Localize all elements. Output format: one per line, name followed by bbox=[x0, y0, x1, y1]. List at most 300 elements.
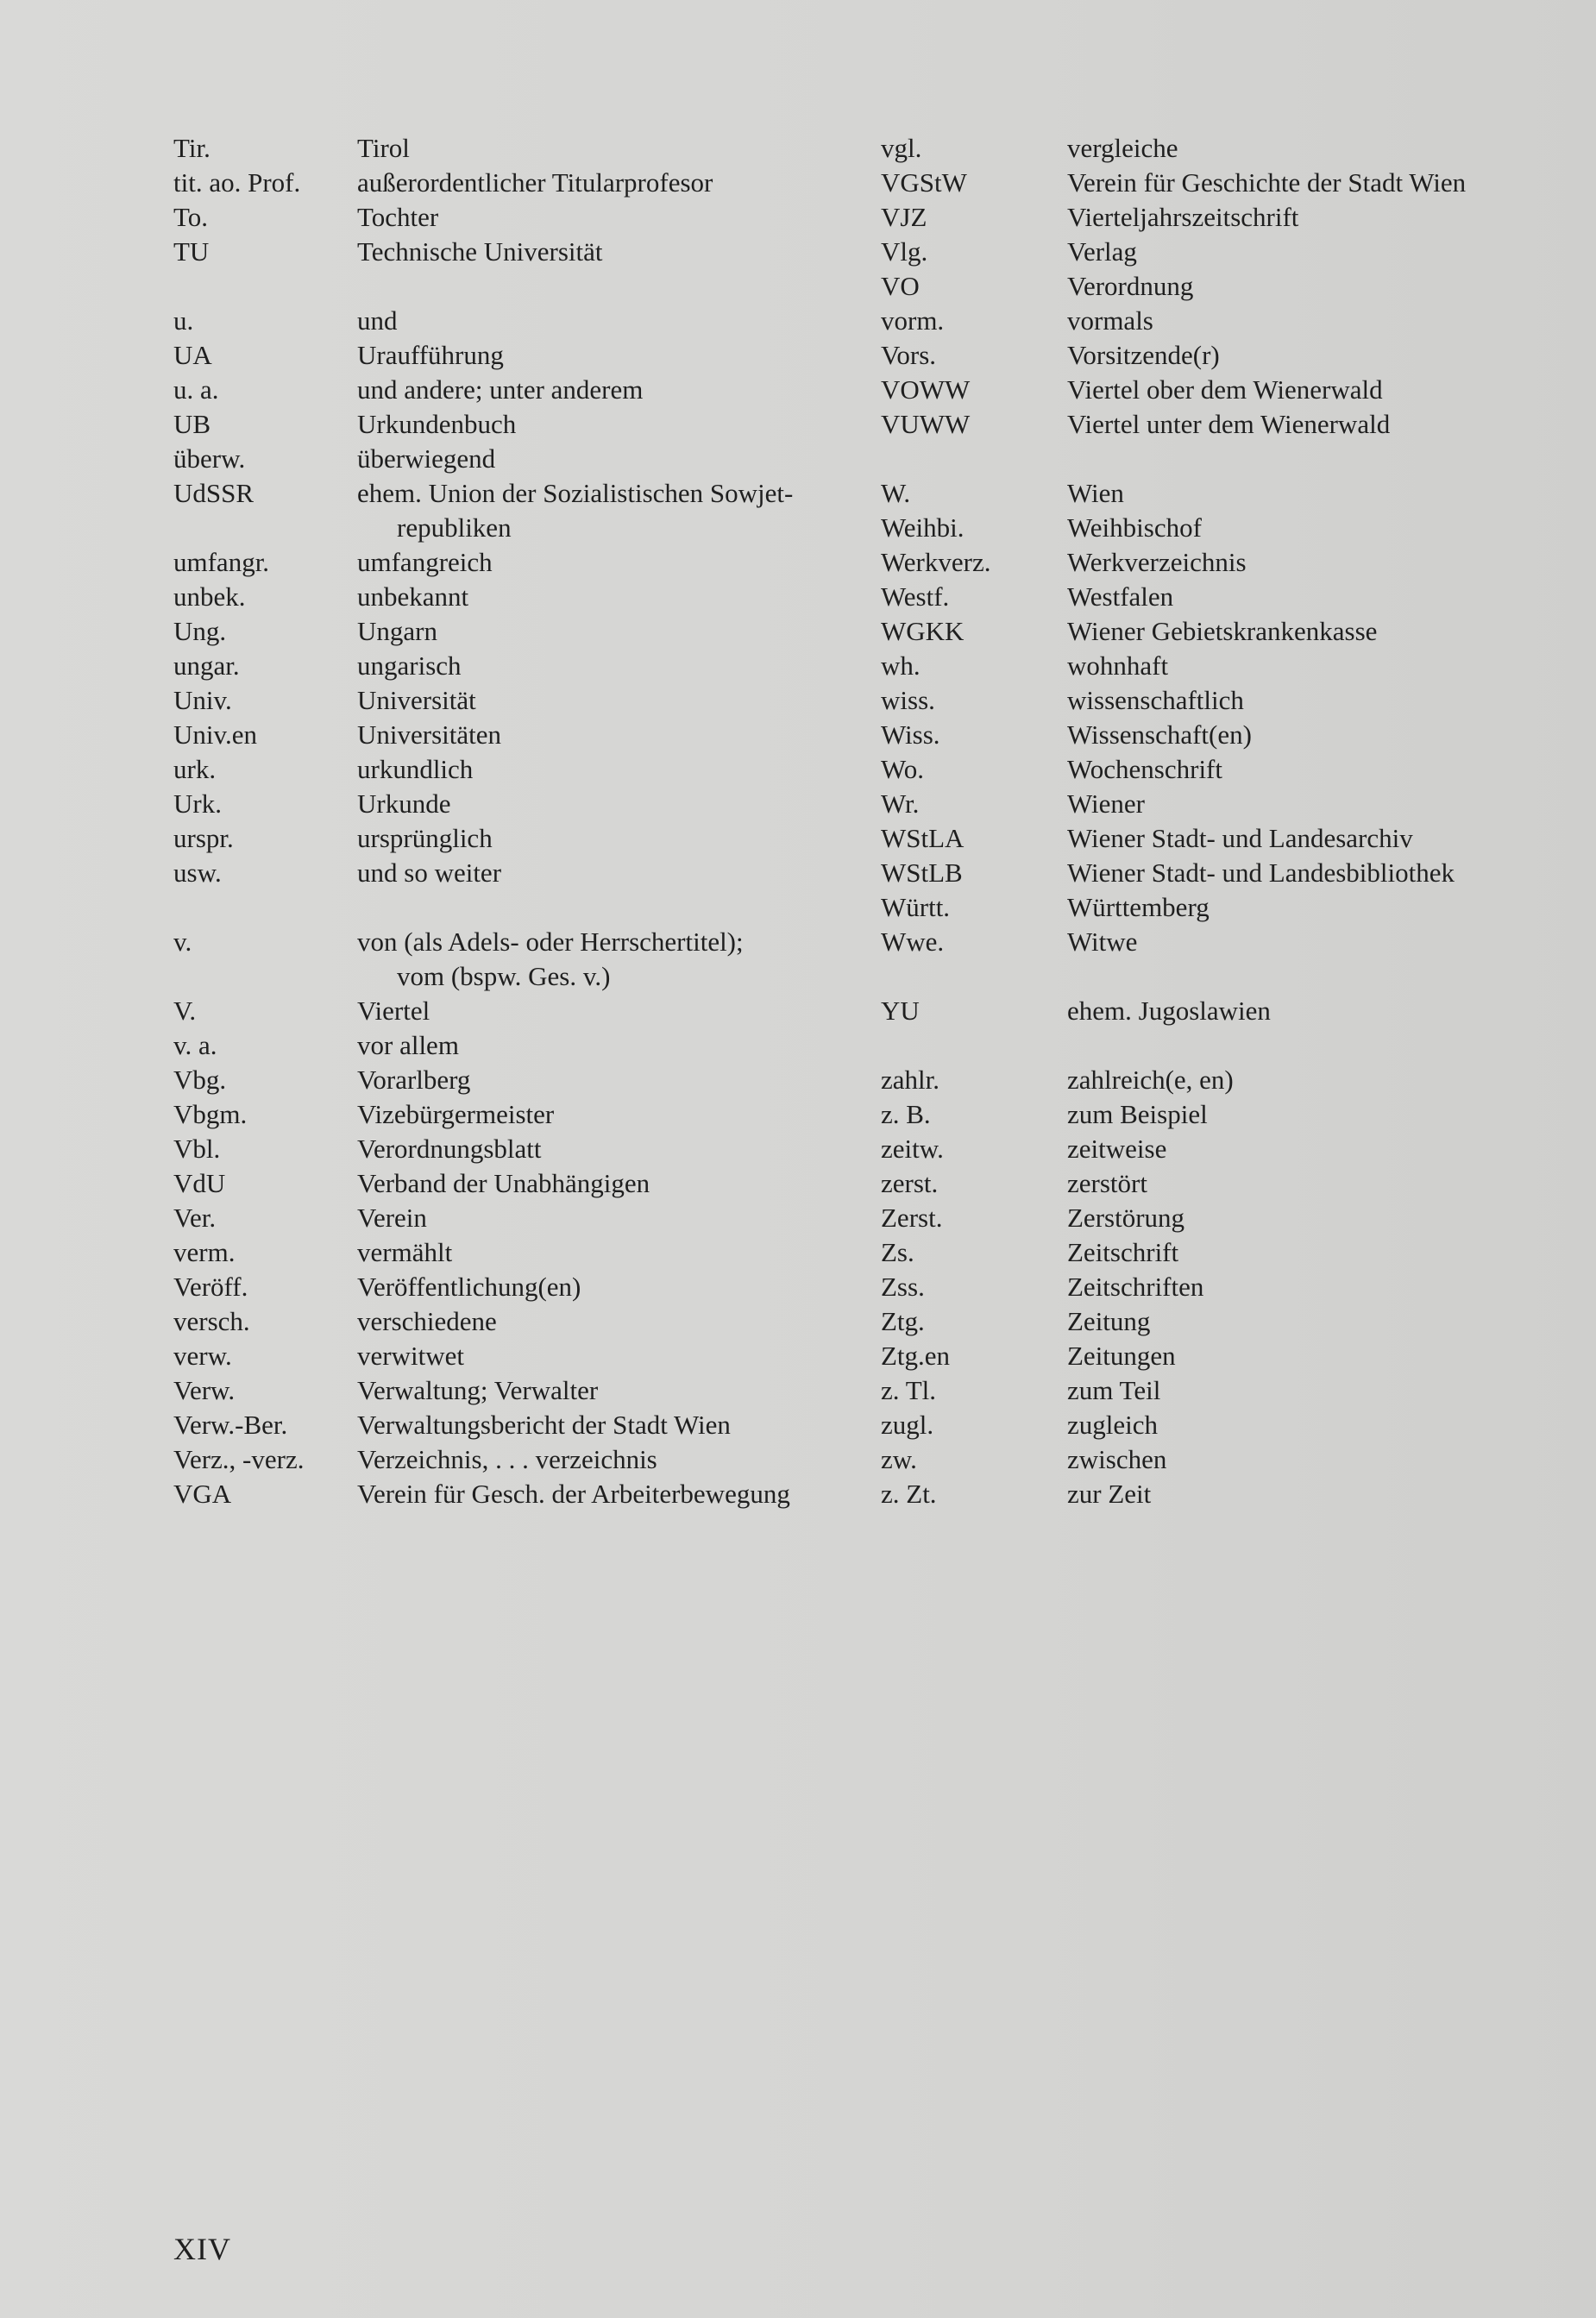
definition-line: Viertel bbox=[357, 996, 430, 1026]
abbreviation-entry bbox=[173, 752, 840, 787]
abbreviation-entry bbox=[881, 1201, 1466, 1235]
definition-line: vergleiche bbox=[1067, 133, 1178, 163]
definition-line: Witwe bbox=[1067, 927, 1138, 957]
abbreviation-definition bbox=[1067, 787, 1145, 821]
abbreviation-term: u. bbox=[173, 305, 194, 336]
abbreviation-entry bbox=[173, 821, 840, 856]
abbreviation-definition bbox=[357, 166, 840, 200]
abbreviation-term: zw. bbox=[881, 1444, 917, 1474]
abbreviation-entry bbox=[881, 235, 1466, 269]
definition-line: Universitäten bbox=[357, 719, 502, 750]
abbreviation-definition bbox=[357, 718, 840, 752]
abbreviation-entry bbox=[173, 1132, 840, 1166]
definition-line: Verein für Geschichte der Stadt Wien bbox=[1067, 167, 1467, 198]
definition-line: Verordnung bbox=[1067, 271, 1194, 301]
abbreviation-term: VJZ bbox=[881, 202, 927, 232]
abbreviation-definition bbox=[357, 338, 840, 373]
abbreviation-term: umfangr. bbox=[173, 547, 270, 577]
abbreviation-entry bbox=[173, 614, 840, 649]
abbreviation-term: Wiss. bbox=[881, 719, 940, 750]
abbreviation-definition bbox=[357, 925, 840, 994]
abbreviation-definition bbox=[1067, 890, 1210, 925]
abbreviation-definition bbox=[357, 752, 840, 787]
abbreviation-term: VUWW bbox=[881, 409, 971, 439]
abbreviation-entry bbox=[173, 235, 840, 269]
abbreviation-entry bbox=[881, 821, 1466, 856]
abbreviation-entry bbox=[173, 1201, 840, 1235]
abbreviation-entry bbox=[881, 1442, 1466, 1477]
abbreviation-term: z. B. bbox=[881, 1099, 931, 1129]
abbreviation-term: Verw.-Ber. bbox=[173, 1410, 288, 1440]
abbreviation-entry bbox=[173, 1408, 840, 1442]
abbreviation-definition bbox=[357, 407, 840, 442]
abbreviation-entry bbox=[881, 649, 1466, 683]
abbreviation-definition bbox=[1067, 1477, 1151, 1511]
definition-line: verschiedene bbox=[357, 1306, 497, 1336]
abbreviation-term: u. a. bbox=[173, 374, 219, 405]
abbreviation-definition bbox=[357, 1373, 840, 1408]
abbreviation-entry bbox=[881, 1304, 1466, 1339]
definition-line: Technische Universität bbox=[357, 236, 603, 267]
abbreviation-definition bbox=[1067, 545, 1247, 580]
definition-line: Verzeichnis, . . . verzeichnis bbox=[357, 1444, 657, 1474]
definition-line: Verlag bbox=[1067, 236, 1137, 267]
abbreviation-term: WStLA bbox=[881, 823, 965, 853]
abbreviation-definition bbox=[357, 131, 840, 166]
abbreviation-definition bbox=[1067, 1063, 1234, 1097]
abbreviation-entry bbox=[881, 1373, 1466, 1408]
abbreviation-entry bbox=[881, 1339, 1466, 1373]
abbreviation-entry bbox=[173, 1339, 840, 1373]
abbreviation-term: verm. bbox=[173, 1237, 236, 1267]
abbreviation-entry bbox=[173, 373, 840, 407]
definition-line: Wien bbox=[1067, 478, 1124, 508]
abbreviation-term: unbek. bbox=[173, 581, 246, 612]
abbreviation-entry bbox=[173, 1270, 840, 1304]
abbreviation-term: Wr. bbox=[881, 788, 920, 819]
definition-line: ehem. Union der Sozialistischen Sowjet- bbox=[357, 478, 794, 508]
definition-line: ungarisch bbox=[357, 650, 462, 681]
abbreviation-term: Zs. bbox=[881, 1237, 914, 1267]
abbreviation-term: W. bbox=[881, 478, 911, 508]
abbreviation-entry bbox=[881, 614, 1466, 649]
definition-line: ehem. Jugoslawien bbox=[1067, 996, 1271, 1026]
abbreviation-definition bbox=[1067, 1201, 1184, 1235]
definition-line: Uraufführung bbox=[357, 340, 504, 370]
section-gap bbox=[881, 959, 1466, 994]
abbreviation-entry bbox=[173, 338, 840, 373]
definition-line: und bbox=[357, 305, 398, 336]
definition-line: Württemberg bbox=[1067, 892, 1210, 922]
abbreviation-definition bbox=[357, 1132, 840, 1166]
abbreviation-term: Zerst. bbox=[881, 1203, 943, 1233]
abbreviation-entry bbox=[881, 856, 1466, 890]
abbreviation-entry bbox=[173, 407, 840, 442]
abbreviation-term: vorm. bbox=[881, 305, 945, 336]
abbreviation-column-left bbox=[173, 131, 840, 1511]
abbreviation-term: v. bbox=[173, 927, 192, 957]
abbreviation-entry bbox=[881, 545, 1466, 580]
abbreviation-definition bbox=[357, 1063, 840, 1097]
abbreviation-term: VOWW bbox=[881, 374, 971, 405]
definition-line: Vorsitzende(r) bbox=[1067, 340, 1220, 370]
section-gap bbox=[173, 269, 840, 304]
definition-line: Zeitschrift bbox=[1067, 1237, 1179, 1267]
abbreviation-definition bbox=[1067, 304, 1153, 338]
abbreviation-term: VO bbox=[881, 271, 920, 301]
abbreviation-term: WGKK bbox=[881, 616, 965, 646]
abbreviation-definition bbox=[1067, 994, 1271, 1028]
abbreviation-entry bbox=[881, 476, 1466, 511]
abbreviation-term: versch. bbox=[173, 1306, 250, 1336]
abbreviation-term: YU bbox=[881, 996, 920, 1026]
definition-line: Veröffentlichung(en) bbox=[357, 1272, 581, 1302]
definition-line: vormals bbox=[1067, 305, 1153, 336]
definition-line: Zeitung bbox=[1067, 1306, 1151, 1336]
abbreviation-column-right bbox=[881, 131, 1466, 1511]
abbreviation-definition bbox=[1067, 476, 1124, 511]
definition-line: Urkunde bbox=[357, 788, 451, 819]
abbreviation-term: überw. bbox=[173, 443, 246, 474]
abbreviation-entry bbox=[881, 511, 1466, 545]
definition-line: urkundlich bbox=[357, 754, 474, 784]
abbreviation-entry bbox=[881, 787, 1466, 821]
abbreviation-entry bbox=[173, 1442, 840, 1477]
abbreviation-definition bbox=[357, 1097, 840, 1132]
definition-line: Zerstörung bbox=[1067, 1203, 1185, 1233]
abbreviation-definition bbox=[1067, 614, 1377, 649]
abbreviation-definition bbox=[1067, 200, 1298, 235]
abbreviation-term: wiss. bbox=[881, 685, 935, 715]
abbreviation-definition bbox=[1067, 1442, 1166, 1477]
abbreviation-term: v. a. bbox=[173, 1030, 217, 1060]
section-gap bbox=[881, 442, 1466, 476]
abbreviation-definition bbox=[357, 614, 840, 649]
abbreviation-term: Vlg. bbox=[881, 236, 928, 267]
abbreviation-term: Weihbi. bbox=[881, 512, 965, 543]
abbreviation-entry bbox=[173, 1235, 840, 1270]
abbreviation-definition bbox=[1067, 1166, 1147, 1201]
abbreviation-term: z. Zt. bbox=[881, 1479, 937, 1509]
abbreviation-entry bbox=[173, 131, 840, 166]
abbreviation-definition bbox=[357, 683, 840, 718]
abbreviation-term: Vors. bbox=[881, 340, 937, 370]
abbreviation-term: Württ. bbox=[881, 892, 951, 922]
abbreviation-term: V. bbox=[173, 996, 197, 1026]
definition-line: Wiener Stadt- und Landesarchiv bbox=[1067, 823, 1413, 853]
abbreviation-term: To. bbox=[173, 202, 209, 232]
abbreviation-definition bbox=[1067, 718, 1252, 752]
definition-line: und so weiter bbox=[357, 857, 502, 888]
abbreviation-definition bbox=[1067, 1132, 1166, 1166]
abbreviation-definition bbox=[1067, 269, 1193, 304]
abbreviation-entry bbox=[881, 1063, 1466, 1097]
abbreviation-entry bbox=[173, 683, 840, 718]
abbreviation-entry bbox=[173, 1097, 840, 1132]
abbreviation-term: Ung. bbox=[173, 616, 227, 646]
abbreviation-term: Wwe. bbox=[881, 927, 945, 957]
abbreviation-definition bbox=[357, 580, 840, 614]
abbreviation-term: vgl. bbox=[881, 133, 922, 163]
abbreviation-entry bbox=[173, 787, 840, 821]
abbreviation-term: VdU bbox=[173, 1168, 226, 1198]
abbreviation-definition bbox=[1067, 683, 1244, 718]
abbreviation-definition bbox=[1067, 373, 1383, 407]
abbreviation-definition bbox=[1067, 1097, 1208, 1132]
definition-line: zeitweise bbox=[1067, 1134, 1167, 1164]
abbreviation-definition bbox=[357, 994, 840, 1028]
abbreviation-entry bbox=[881, 269, 1466, 304]
abbreviation-entry bbox=[173, 856, 840, 890]
definition-line: wohnhaft bbox=[1067, 650, 1169, 681]
definition-line: wissenschaftlich bbox=[1067, 685, 1244, 715]
definition-line: Westfalen bbox=[1067, 581, 1174, 612]
abbreviation-term: Vbl. bbox=[173, 1134, 221, 1164]
definition-line: zwischen bbox=[1067, 1444, 1167, 1474]
abbreviation-term: urk. bbox=[173, 754, 217, 784]
abbreviation-term: urspr. bbox=[173, 823, 234, 853]
abbreviation-definition bbox=[1067, 856, 1455, 890]
definition-line: ursprünglich bbox=[357, 823, 493, 853]
abbreviation-term: Ztg.en bbox=[881, 1341, 951, 1371]
definition-line: zur Zeit bbox=[1067, 1479, 1152, 1509]
abbreviation-definition bbox=[357, 856, 840, 890]
abbreviation-term: zerst. bbox=[881, 1168, 939, 1198]
abbreviation-entry bbox=[173, 545, 840, 580]
abbreviation-entry bbox=[881, 407, 1466, 442]
abbreviation-definition bbox=[357, 821, 840, 856]
definition-line: vermählt bbox=[357, 1237, 453, 1267]
definition-line: zahlreich(e, en) bbox=[1067, 1065, 1234, 1095]
abbreviation-entry bbox=[881, 925, 1466, 959]
abbreviation-term: Vbg. bbox=[173, 1065, 227, 1095]
abbreviation-term: UB bbox=[173, 409, 211, 439]
abbreviation-definition bbox=[1067, 821, 1413, 856]
abbreviation-definition bbox=[357, 649, 840, 683]
abbreviation-term: Verz., -verz. bbox=[173, 1444, 305, 1474]
abbreviation-term: UdSSR bbox=[173, 478, 254, 508]
abbreviation-definition bbox=[357, 1166, 840, 1201]
definition-line: Tirol bbox=[357, 133, 410, 163]
definition-line: Vorarlberg bbox=[357, 1065, 471, 1095]
abbreviation-term: Tir. bbox=[173, 133, 210, 163]
definition-line: Verein bbox=[357, 1203, 427, 1233]
abbreviation-definition bbox=[357, 200, 840, 235]
abbreviation-term: Univ. bbox=[173, 685, 232, 715]
abbreviation-entry bbox=[881, 1408, 1466, 1442]
abbreviation-definition bbox=[1067, 580, 1173, 614]
page-number: XIV bbox=[173, 2232, 231, 2266]
abbreviation-definition bbox=[1067, 649, 1168, 683]
abbreviation-entry bbox=[173, 718, 840, 752]
abbreviation-definition bbox=[1067, 166, 1466, 200]
abbreviation-definition bbox=[357, 787, 840, 821]
definition-line: Weihbischof bbox=[1067, 512, 1202, 543]
abbreviation-entry bbox=[173, 166, 840, 200]
definition-line: zugleich bbox=[1067, 1410, 1159, 1440]
definition-line: Wochenschrift bbox=[1067, 754, 1222, 784]
abbreviation-definition bbox=[357, 1304, 840, 1339]
abbreviation-term: ungar. bbox=[173, 650, 240, 681]
definition-line: verwitwet bbox=[357, 1341, 464, 1371]
abbreviation-entry bbox=[881, 1166, 1466, 1201]
abbreviation-definition bbox=[1067, 235, 1137, 269]
definition-line: Verwaltungsbericht der Stadt Wien bbox=[357, 1410, 731, 1440]
abbreviation-term: zahlr. bbox=[881, 1065, 939, 1095]
definition-line: Verwaltung; Verwalter bbox=[357, 1375, 599, 1405]
definition-line: vor allem bbox=[357, 1030, 459, 1060]
definition-line: republiken bbox=[397, 512, 512, 543]
abbreviation-definition bbox=[357, 235, 840, 269]
abbreviation-entry bbox=[173, 1028, 840, 1063]
abbreviation-definition bbox=[357, 373, 840, 407]
definition-line: außerordentlicher Titularprofesor bbox=[357, 167, 713, 198]
abbreviation-entry bbox=[881, 580, 1466, 614]
abbreviation-definition bbox=[1067, 1339, 1176, 1373]
abbreviation-definition bbox=[357, 1235, 840, 1270]
definition-line: vom (bspw. Ges. v.) bbox=[397, 961, 611, 991]
abbreviation-term: Veröff. bbox=[173, 1272, 248, 1302]
abbreviation-term: Ztg. bbox=[881, 1306, 925, 1336]
abbreviation-definition bbox=[1067, 925, 1137, 959]
abbreviation-term: tit. ao. Prof. bbox=[173, 167, 301, 198]
abbreviation-term: zugl. bbox=[881, 1410, 934, 1440]
definition-line: Zeitschriften bbox=[1067, 1272, 1204, 1302]
definition-line: unbekannt bbox=[357, 581, 469, 612]
abbreviation-definition bbox=[357, 304, 840, 338]
definition-line: und andere; unter anderem bbox=[357, 374, 644, 405]
definition-line: überwiegend bbox=[357, 443, 496, 474]
definition-line: Ungarn bbox=[357, 616, 437, 646]
abbreviation-definition bbox=[1067, 1408, 1158, 1442]
definition-line: Wiener Gebietskrankenkasse bbox=[1067, 616, 1378, 646]
abbreviation-definition bbox=[1067, 131, 1178, 166]
abbreviation-entry bbox=[173, 304, 840, 338]
definition-line: Vizebürgermeister bbox=[357, 1099, 555, 1129]
abbreviation-entry bbox=[881, 683, 1466, 718]
abbreviation-entry bbox=[881, 890, 1466, 925]
abbreviation-definition bbox=[1067, 338, 1220, 373]
abbreviation-definition bbox=[1067, 407, 1390, 442]
abbreviation-definition bbox=[1067, 1235, 1178, 1270]
definition-line: Vierteljahrszeitschrift bbox=[1067, 202, 1299, 232]
abbreviation-entry bbox=[173, 1477, 840, 1511]
abbreviation-term: TU bbox=[173, 236, 210, 267]
definition-line: Urkundenbuch bbox=[357, 409, 517, 439]
abbreviation-entry bbox=[881, 718, 1466, 752]
abbreviation-term: Wo. bbox=[881, 754, 925, 784]
abbreviation-term: Vbgm. bbox=[173, 1099, 248, 1129]
abbreviation-term: Zss. bbox=[881, 1272, 925, 1302]
abbreviation-definition bbox=[357, 442, 840, 476]
abbreviation-entry bbox=[173, 580, 840, 614]
abbreviation-term: z. Tl. bbox=[881, 1375, 936, 1405]
abbreviation-definition bbox=[1067, 511, 1202, 545]
definition-line: zerstört bbox=[1067, 1168, 1147, 1198]
definition-line: Universität bbox=[357, 685, 476, 715]
abbreviation-entry bbox=[881, 1235, 1466, 1270]
abbreviation-definition bbox=[357, 1201, 840, 1235]
definition-line: zum Teil bbox=[1067, 1375, 1161, 1405]
abbreviation-entry bbox=[881, 131, 1466, 166]
abbreviation-term: usw. bbox=[173, 857, 222, 888]
abbreviation-term: WStLB bbox=[881, 857, 963, 888]
definition-line: Verein für Gesch. der Arbeiterbewegung bbox=[357, 1479, 790, 1509]
definition-line: von (als Adels- oder Herrschertitel); bbox=[357, 927, 744, 957]
abbreviation-entry bbox=[173, 476, 840, 545]
abbreviation-term: Westf. bbox=[881, 581, 950, 612]
abbreviation-term: Werkverz. bbox=[881, 547, 991, 577]
abbreviation-term: Univ.en bbox=[173, 719, 257, 750]
abbreviation-term: Ver. bbox=[173, 1203, 217, 1233]
abbreviation-definition bbox=[357, 476, 840, 545]
definition-line: Viertel unter dem Wienerwald bbox=[1067, 409, 1391, 439]
abbreviation-entry bbox=[173, 442, 840, 476]
abbreviation-definition bbox=[1067, 752, 1222, 787]
abbreviation-term: UA bbox=[173, 340, 212, 370]
abbreviation-entry bbox=[881, 752, 1466, 787]
definition-line: Tochter bbox=[357, 202, 439, 232]
abbreviation-definition bbox=[1067, 1270, 1203, 1304]
definition-line: Viertel ober dem Wienerwald bbox=[1067, 374, 1383, 405]
abbreviation-entry bbox=[173, 649, 840, 683]
abbreviation-entry bbox=[173, 1373, 840, 1408]
abbreviation-definition bbox=[1067, 1304, 1150, 1339]
abbreviation-entry bbox=[881, 1132, 1466, 1166]
abbreviation-term: verw. bbox=[173, 1341, 232, 1371]
abbreviation-definition bbox=[357, 1028, 840, 1063]
abbreviation-entry bbox=[881, 166, 1466, 200]
definition-line: Verordnungsblatt bbox=[357, 1134, 542, 1164]
definition-line: Werkverzeichnis bbox=[1067, 547, 1247, 577]
abbreviation-term: zeitw. bbox=[881, 1134, 944, 1164]
abbreviation-entry bbox=[173, 1063, 840, 1097]
definition-line: Wiener Stadt- und Landesbibliothek bbox=[1067, 857, 1455, 888]
abbreviation-definition bbox=[357, 1442, 840, 1477]
abbreviation-entry bbox=[881, 304, 1466, 338]
definition-line: Wiener bbox=[1067, 788, 1145, 819]
abbreviation-term: Verw. bbox=[173, 1375, 236, 1405]
abbreviation-term: VGStW bbox=[881, 167, 967, 198]
abbreviation-definition bbox=[357, 1408, 840, 1442]
abbreviation-term: Urk. bbox=[173, 788, 222, 819]
abbreviation-definition bbox=[357, 1477, 840, 1511]
section-gap bbox=[173, 890, 840, 925]
definition-line: zum Beispiel bbox=[1067, 1099, 1208, 1129]
section-gap bbox=[881, 1028, 1466, 1063]
abbreviation-definition bbox=[1067, 1373, 1160, 1408]
abbreviation-entry bbox=[173, 200, 840, 235]
abbreviation-entry bbox=[173, 994, 840, 1028]
abbreviation-term: wh. bbox=[881, 650, 921, 681]
abbreviation-entry bbox=[881, 994, 1466, 1028]
abbreviation-entry bbox=[173, 1304, 840, 1339]
definition-line: Zeitungen bbox=[1067, 1341, 1176, 1371]
definition-line: Wissenschaft(en) bbox=[1067, 719, 1252, 750]
definition-line: umfangreich bbox=[357, 547, 493, 577]
abbreviation-entry bbox=[881, 1270, 1466, 1304]
abbreviation-definition bbox=[357, 1339, 840, 1373]
abbreviation-entry bbox=[881, 200, 1466, 235]
abbreviation-entry bbox=[881, 373, 1466, 407]
abbreviation-entry bbox=[881, 338, 1466, 373]
definition-line: Verband der Unabhängigen bbox=[357, 1168, 650, 1198]
abbreviation-entry bbox=[881, 1097, 1466, 1132]
abbreviation-entry bbox=[881, 1477, 1466, 1511]
abbreviation-entry bbox=[173, 1166, 840, 1201]
abbreviation-entry bbox=[173, 925, 840, 994]
abbreviation-definition bbox=[357, 1270, 840, 1304]
